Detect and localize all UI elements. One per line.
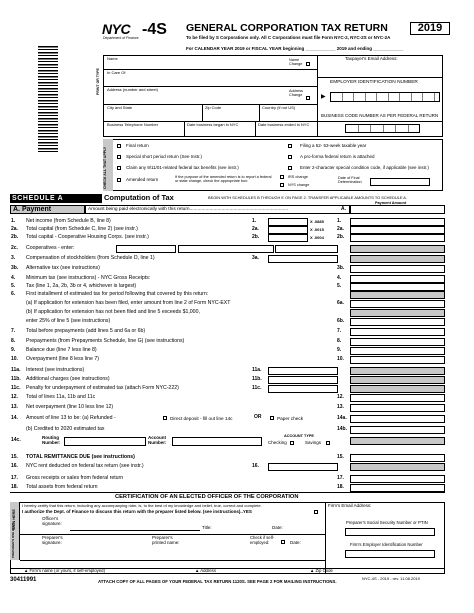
schedule-line	[0, 255, 474, 264]
line-number: 1.	[11, 218, 16, 224]
cert-text-1: I hereby certify that this return, including any accompanying rider, is, to the best of my knowledge and belief, true, correct and complete.	[22, 503, 262, 508]
amount-field[interactable]	[350, 394, 445, 402]
ein-label: EMPLOYER IDENTIFICATION NUMBER	[330, 80, 418, 85]
business-code-field[interactable]	[345, 124, 420, 133]
paper-check-checkbox[interactable]	[270, 416, 274, 420]
line-text: Minimum tax (see instructions) - NYC Gross Receipts:	[26, 275, 151, 281]
self-employed-checkbox[interactable]	[281, 540, 285, 544]
account-type-label: ACCOUNT TYPE	[284, 434, 314, 438]
line-number: 5.	[11, 283, 16, 289]
ein-field[interactable]	[330, 92, 440, 102]
line-number: 7.	[11, 328, 16, 334]
amount-field[interactable]	[350, 338, 445, 346]
ssn-label: Preparer's Social Security Number or PTIN	[346, 520, 428, 525]
shaded-amount	[350, 376, 445, 384]
line-text: Penalty for underpayment of estimated tax (attach Form NYC-222)	[26, 385, 179, 391]
line-text: Total assets from federal return	[26, 484, 98, 490]
line-number: 2b.	[11, 234, 19, 240]
line-number: 17.	[11, 475, 18, 481]
direct-deposit-label: Direct deposit - fill out line 14c	[170, 416, 233, 421]
right-line-number: 13.	[337, 404, 344, 410]
line-number: 12.	[11, 394, 18, 400]
line-number: 11b.	[11, 376, 21, 382]
amount-field[interactable]	[350, 234, 445, 242]
line-text: NYC rent deducted on federal tax return (see instr.)	[26, 463, 144, 469]
line-number: 14c.	[11, 437, 21, 443]
amount-field[interactable]	[350, 318, 445, 326]
mid-amount-field[interactable]	[268, 255, 338, 263]
right-line-number: 4.	[337, 275, 342, 281]
country-label: Country (if not US)	[262, 105, 296, 110]
schedule-line	[0, 385, 474, 394]
shaded-amount	[350, 255, 445, 263]
mid-amount-field[interactable]	[268, 463, 338, 471]
coop-boro-field[interactable]	[116, 245, 176, 253]
name-change-label: Name Change	[289, 58, 303, 67]
account-field[interactable]	[172, 437, 262, 446]
line-text: TOTAL REMITTANCE DUE (see instructions)	[26, 454, 135, 460]
schedule-a-label: SCHEDULE A	[10, 194, 102, 203]
checking-label: Checking	[268, 440, 287, 445]
proforma-checkbox[interactable]	[288, 155, 292, 159]
preparer-name-label: Preparer's printed name:	[152, 535, 180, 545]
address-change-label: Address Change	[289, 89, 303, 98]
preparer-use-label: PREPARER'S USE ONLY	[11, 522, 15, 558]
mid-line-number: 11c.	[252, 385, 262, 391]
payment-num: A.	[341, 206, 346, 212]
authorize-yes-checkbox[interactable]	[314, 510, 318, 514]
mid-amount-field[interactable]	[268, 385, 338, 393]
final-determination-label: Date of Final Determination	[338, 176, 362, 185]
tax-rate: X .0004	[310, 235, 324, 240]
firm-address-label: ▲ Address	[195, 568, 216, 573]
officer-date-label: Date:	[272, 525, 283, 530]
final-return-checkbox[interactable]	[117, 144, 121, 148]
shaded-amount	[350, 245, 445, 253]
routing-label: Routing Number:	[42, 435, 61, 445]
line-number: 3b.	[11, 265, 19, 271]
date-began-label: Date business began in NYC	[187, 122, 239, 127]
line-text: Additional charges (see instructions)	[26, 376, 110, 382]
right-line-number: 14b.	[337, 426, 348, 432]
schedule-line	[0, 394, 474, 403]
firm-email-label: Firm's Email Address:	[328, 503, 372, 508]
amount-field[interactable]	[350, 265, 445, 273]
schedule-line	[0, 463, 474, 472]
line-text: Total capital (from Schedule C, line 2) (see instr.)	[26, 226, 138, 232]
line-text: Cooperatives - enter:	[26, 245, 75, 251]
email-label: Taxpayer's Email Address:	[345, 56, 398, 61]
schedule-line	[0, 367, 474, 376]
cert-title: CERTIFICATION OF AN ELECTED OFFICER OF THE CORPORATION	[115, 494, 299, 500]
mid-line-number: 3a.	[252, 255, 259, 261]
schedule-line	[0, 338, 474, 347]
line-text: (b) Credited to 2020 estimated tax	[26, 426, 105, 432]
mid-line-number: 16.	[252, 463, 259, 469]
shaded-amount	[350, 463, 445, 471]
amount-field[interactable]	[350, 226, 445, 234]
footer-note: ATTACH COPY OF ALL PAGES OF YOUR FEDERAL TAX RETURN 1120S. SEE PAGE 2 FOR MAILING INSTRUCTIONS.	[98, 579, 337, 584]
special-period-checkbox[interactable]	[117, 155, 121, 159]
line-text: Balance due (line 7 less line 8)	[26, 347, 97, 353]
mid-line-number: 2a.	[252, 226, 259, 232]
line-number: 15.	[11, 454, 18, 460]
right-line-number: 9.	[337, 347, 342, 353]
form-title: GENERAL CORPORATION TAX RETURN	[186, 22, 388, 34]
two-char-checkbox[interactable]	[288, 166, 292, 170]
payment-amount[interactable]	[350, 205, 445, 214]
routing-field[interactable]	[64, 437, 146, 446]
line-number: 8.	[11, 338, 16, 344]
right-line-number: 1.	[337, 218, 342, 224]
amount-field[interactable]	[350, 300, 445, 308]
footer-code: 30411991	[10, 577, 37, 583]
right-line-number: 12.	[337, 394, 344, 400]
cert-text-2: I authorize the Dept. of Finance to discuss this return with the preparer listed below. (see instructions)..YES	[22, 509, 252, 514]
mid-amount-field[interactable]	[268, 376, 338, 384]
phone-label: Business Telephone Number	[107, 122, 159, 127]
claim-911-checkbox[interactable]	[117, 166, 121, 170]
irs-change-checkbox[interactable]	[280, 175, 284, 179]
sign-here-label: SIGN HERE	[12, 509, 16, 530]
shaded-amount	[350, 437, 445, 445]
ein-arrow-icon: ▶	[321, 94, 326, 100]
line-number: 11a.	[11, 367, 21, 373]
officer-sig-label: Officer's signature:	[42, 516, 62, 526]
form-code: -4S	[142, 21, 167, 38]
paper-check-label: Paper check	[277, 416, 304, 421]
line-number: 18.	[11, 484, 18, 490]
amended-checkbox[interactable]	[117, 178, 121, 182]
zip-label: Zip Code	[205, 105, 222, 110]
in-care-of-label: In Care Of	[107, 70, 126, 75]
line-number: 2c.	[11, 245, 18, 251]
direct-deposit-checkbox[interactable]	[163, 416, 167, 420]
address-label: Address (number and street)	[107, 87, 158, 92]
account-label: Account Number:	[148, 435, 167, 445]
line-number: 16.	[11, 463, 18, 469]
amount-field[interactable]	[350, 328, 445, 336]
final-determination-field[interactable]	[370, 178, 430, 186]
barcode	[38, 46, 58, 154]
firm-name-label: ▲ Firm's name (or yours, if self-employed)	[24, 568, 106, 573]
city-label: City and State	[107, 105, 133, 110]
amount-field[interactable]	[350, 426, 445, 434]
right-line-number: 15.	[337, 454, 344, 460]
line-number: 4.	[11, 275, 16, 281]
line-text: Gross receipts or sales from federal return	[26, 475, 124, 481]
right-line-number: 5.	[337, 283, 342, 289]
officer-title-label: Title:	[202, 525, 212, 530]
right-line-number: 6a.	[337, 300, 344, 306]
nyc-logo: NYC	[102, 21, 131, 37]
amount-field[interactable]	[350, 415, 445, 423]
right-line-number: 2a.	[337, 226, 344, 232]
amount-field[interactable]	[350, 475, 445, 483]
mid-line-number: 11a.	[252, 367, 262, 373]
schedule-line	[0, 300, 474, 309]
amount-field[interactable]	[350, 484, 445, 492]
claim-911-label: Claim any 9/11/01-related federal tax benefits (see instr.)	[126, 165, 239, 170]
date-ended-label: Date business ended in NYC	[258, 122, 310, 127]
checking-checkbox[interactable]	[290, 441, 294, 445]
coop-lot-field[interactable]	[275, 245, 338, 253]
mid-amount-field[interactable]	[268, 218, 308, 226]
filing-5253-label: Filing a 52- 53-week taxable year	[300, 143, 367, 148]
schedule-line	[0, 291, 474, 300]
schedule-a-title: Computation of Tax	[104, 193, 174, 202]
amount-field[interactable]	[350, 454, 445, 462]
line-number: 2a.	[11, 226, 18, 232]
mid-line-number: 1.	[252, 218, 257, 224]
amount-field[interactable]	[350, 347, 445, 355]
coop-block-field[interactable]	[178, 245, 274, 253]
right-line-number: 14a.	[337, 415, 347, 421]
schedule-line	[0, 454, 474, 463]
business-code-label: BUSINESS CODE NUMBER AS PER FEDERAL RETURN	[321, 113, 439, 118]
schedule-line	[0, 475, 474, 484]
line-number: 11c.	[11, 385, 21, 391]
line-text: Net income (from Schedule B, line 8)	[26, 218, 111, 224]
savings-label: Savings	[305, 440, 322, 445]
schedule-line	[0, 426, 474, 435]
schedule-line	[0, 415, 474, 424]
line-text: (a) If application for extension has been filed, enter amount from line 2 of Form NYC-EXT	[26, 300, 231, 306]
amended-note: If the purpose of the amended return is to report a federal or state change, check the appropriate box:	[175, 175, 272, 184]
line-number: 10.	[11, 356, 18, 362]
period-line: For CALENDAR YEAR 2019 or FISCAL YEAR beginning ____________ 2019 and ending ____________	[186, 46, 404, 51]
line-text: Overpayment (line 8 less line 7)	[26, 356, 99, 362]
line-text: Net overpayment (line 10 less line 12)	[26, 404, 114, 410]
line-text: Compensation of stockholders (from Schedule D, line 1)	[26, 255, 155, 261]
line-text: Total before prepayments (add lines 5 and 6a or 6b)	[26, 328, 146, 334]
schedule-line	[0, 309, 474, 318]
or-label: OR	[254, 414, 262, 420]
line-text: enter 25% of line 5 (see instructions)	[26, 318, 111, 324]
amount-field[interactable]	[350, 218, 445, 226]
line-text: Total of lines 11a, 11b and 11c	[26, 394, 96, 400]
address-change-checkbox[interactable]	[306, 96, 310, 100]
shaded-amount	[350, 385, 445, 393]
schedule-line	[0, 234, 474, 243]
line-text: Prepayments (from Prepayments Schedule, line G) (see instructions)	[26, 338, 185, 344]
line-number: 13.	[11, 404, 18, 410]
filing-5253-checkbox[interactable]	[288, 144, 292, 148]
line-text: Tax (line 1, 2a, 2b, 3b or 4, whichever is largest)	[26, 283, 137, 289]
ssn-field[interactable]	[345, 528, 435, 536]
department: Department of Finance	[103, 36, 139, 40]
right-line-number: 18.	[337, 484, 344, 490]
schedule-note: BEGIN WITH SCHEDULES B THROUGH E ON PAGE 2. TRANSFER APPLICABLE AMOUNTS TO SCHEDULE A.	[208, 195, 407, 200]
right-line-number: 3b.	[337, 265, 345, 271]
shaded-amount	[350, 291, 445, 299]
right-line-number: 17.	[337, 475, 344, 481]
final-return-label: Final return	[126, 143, 149, 148]
mid-line-number: 11b.	[252, 376, 262, 382]
tax-rate: X .0015	[310, 227, 324, 232]
mid-amount-field[interactable]	[268, 226, 308, 234]
schedule-line	[0, 376, 474, 385]
shaded-amount	[350, 367, 445, 375]
firm-ein-label: Firm's Employer Identification Number	[350, 542, 423, 547]
amount-field[interactable]	[350, 404, 445, 412]
line-text: Total capital - Cooperative Housing Corps. (see instr.)	[26, 234, 149, 240]
firm-ein-field[interactable]	[345, 550, 435, 558]
mid-line-number: 2b.	[252, 234, 260, 240]
print-type-label: PRINT OR TYPE	[96, 68, 100, 95]
nys-change-checkbox[interactable]	[280, 183, 284, 187]
schedule-line	[0, 318, 474, 327]
self-employed-label: Check if self-employed:	[250, 535, 275, 545]
shaded-amount	[350, 309, 445, 317]
irs-change-label: IRS change	[288, 175, 308, 179]
schedule-line	[0, 328, 474, 337]
payment-label: A. Payment	[10, 205, 85, 214]
right-line-number: 8.	[337, 338, 342, 344]
preparer-date-label: Date:	[290, 540, 301, 545]
amount-field[interactable]	[350, 275, 445, 283]
name-change-checkbox[interactable]	[306, 62, 310, 66]
amount-field[interactable]	[350, 283, 445, 291]
preparer-sig-label: Preparer's signature:	[42, 535, 63, 545]
name-label: Name	[107, 56, 118, 61]
line-number: 14.	[11, 415, 18, 421]
line-text: First installment of estimated tax for period following that covered by this return:	[26, 291, 209, 297]
nys-change-label: NYS change	[288, 183, 310, 187]
line-text: Amount of line 13 to be: (a) Refunded -	[26, 415, 116, 421]
savings-checkbox[interactable]	[326, 441, 330, 445]
mid-amount-field[interactable]	[268, 234, 308, 242]
two-char-label: Enter 2-character special condition code, if applicable (see instr.)	[300, 165, 429, 170]
right-line-number: 7.	[337, 328, 342, 334]
schedule-line	[0, 356, 474, 365]
line-text: (b) If application for extension has not been filed and line 5 exceeds $1,000,	[26, 309, 200, 315]
line-number: 9.	[11, 347, 16, 353]
proforma-label: A pro-forma federal return is attached	[300, 154, 375, 159]
check-all-label: CHECK ALL THAT APPLY	[103, 146, 107, 189]
amended-label: Amended return	[126, 177, 159, 182]
form-subtitle: To be filed by S Corporations only. All C Corporations must file Form NYC-2, NYC-2S or NYC-2A	[186, 35, 391, 40]
tax-year: 2019	[410, 22, 450, 35]
amount-field[interactable]	[350, 356, 445, 364]
right-line-number: 2b.	[337, 234, 345, 240]
tax-rate: X .0885	[310, 219, 324, 224]
line-text: Interest (see instructions)	[26, 367, 85, 373]
firm-zip-label: ▲ Zip Code	[310, 568, 333, 573]
schedule-line	[0, 404, 474, 413]
mid-amount-field[interactable]	[268, 367, 338, 375]
line-text: Alternative tax (see instructions)	[26, 265, 100, 271]
payment-col-label: Payment Amount	[375, 201, 407, 205]
schedule-line	[0, 347, 474, 356]
line-number: 6.	[11, 291, 16, 297]
footer-rev: NYC-4S - 2019 - rev. 11.08.2019	[362, 576, 420, 581]
right-line-number: 6b.	[337, 318, 345, 324]
line-number: 3.	[11, 255, 16, 261]
schedule-line	[0, 265, 474, 274]
special-period-label: Special short period return (See Instr.)	[126, 154, 203, 159]
right-line-number: 10.	[337, 356, 344, 362]
payment-desc: Amount being paid electronically with this return..........................................................................	[88, 207, 289, 212]
